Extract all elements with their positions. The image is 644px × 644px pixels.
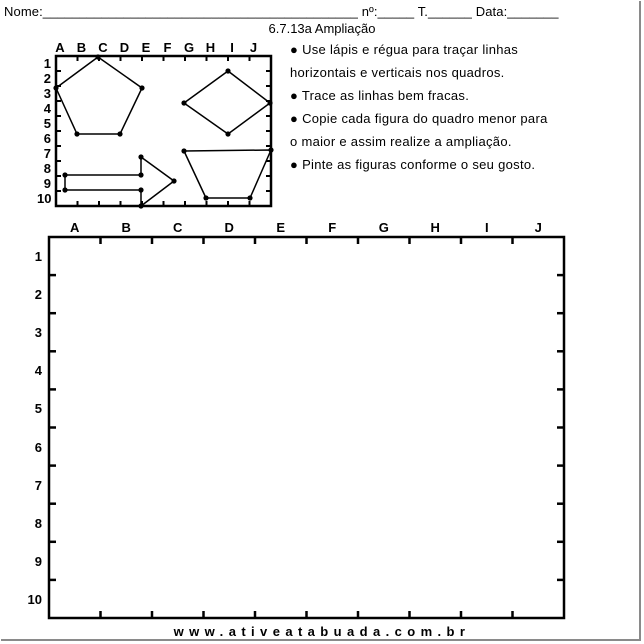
small-grid-col-label: A bbox=[55, 40, 65, 55]
vertex-dot bbox=[181, 100, 186, 105]
vertex-dot bbox=[225, 131, 230, 136]
vertex-dot bbox=[138, 187, 143, 192]
small-grid-row-label: 10 bbox=[37, 191, 52, 206]
small-grid-row-label: 3 bbox=[43, 86, 51, 101]
big-grid-row-label: 7 bbox=[34, 477, 42, 493]
vertex-dot bbox=[138, 172, 143, 177]
student-info-line[interactable]: Nome:___________________________________________ nº:_____ T.______ Data:_______ bbox=[4, 4, 559, 19]
vertex-dot bbox=[268, 147, 273, 152]
big-grid-ticks bbox=[49, 237, 564, 618]
big-grid bbox=[49, 237, 564, 618]
figures bbox=[56, 57, 271, 206]
instruction-line: ● Use lápis e régua para traçar linhas bbox=[290, 42, 519, 57]
vertex-dot bbox=[74, 131, 79, 136]
big-grid-col-label: J bbox=[534, 220, 542, 235]
big-grid-col-label: A bbox=[70, 220, 80, 235]
pentagon-figure[interactable] bbox=[56, 57, 142, 134]
vertex-dot bbox=[138, 154, 143, 159]
diamond-figure[interactable] bbox=[184, 71, 270, 134]
big-grid-col-label: H bbox=[430, 220, 440, 235]
figure-vertices bbox=[53, 54, 273, 208]
big-grid-row-label: 9 bbox=[34, 553, 42, 569]
small-grid-row-label: 2 bbox=[43, 71, 51, 86]
big-grid-row-label: 3 bbox=[34, 325, 42, 341]
vertex-dot bbox=[117, 131, 122, 136]
small-grid-col-label: F bbox=[163, 40, 172, 55]
small-grid-row-label: 4 bbox=[43, 101, 51, 116]
instruction-line: ● Copie cada figura do quadro menor para bbox=[290, 111, 548, 126]
small-grid-row-label: 7 bbox=[43, 146, 51, 161]
small-grid-row-label: 9 bbox=[43, 176, 51, 191]
big-grid-border[interactable] bbox=[49, 237, 564, 618]
big-grid-row-label: 4 bbox=[34, 363, 42, 379]
big-grid-row-label: 1 bbox=[34, 249, 42, 264]
small-grid-row-label: 8 bbox=[43, 161, 51, 176]
instruction-line: o maior e assim realize a ampliação. bbox=[290, 134, 512, 149]
instruction-line: ● Pinte as figuras conforme o seu gosto. bbox=[290, 157, 536, 172]
big-grid-col-label: B bbox=[121, 220, 131, 235]
small-grid-col-label: D bbox=[119, 40, 130, 55]
small-grid-col-label: E bbox=[141, 40, 151, 55]
vertex-dot bbox=[138, 203, 143, 208]
big-grid-col-label: G bbox=[378, 220, 389, 235]
vertex-dot bbox=[181, 148, 186, 153]
vertex-dot bbox=[62, 187, 67, 192]
instruction-line: ● Trace as linhas bem fracas. bbox=[290, 88, 470, 103]
big-grid-col-label: D bbox=[224, 220, 234, 235]
big-grid-col-label: C bbox=[173, 220, 183, 235]
small-grid-row-label: 5 bbox=[43, 116, 51, 131]
big-grid-col-label: F bbox=[328, 220, 337, 235]
big-grid-col-label: E bbox=[276, 220, 286, 235]
small-grid-col-label: C bbox=[98, 40, 108, 55]
trapezoid-figure[interactable] bbox=[184, 150, 271, 198]
vertex-dot bbox=[267, 100, 272, 105]
small-grid-row-label: 6 bbox=[43, 131, 51, 146]
big-grid-col-label: I bbox=[484, 220, 489, 235]
big-grid-row-label: 8 bbox=[34, 515, 42, 531]
small-grid-col-label: G bbox=[183, 40, 195, 55]
instruction-line: horizontais e verticais nos quadros. bbox=[290, 65, 505, 80]
small-grid-col-label: J bbox=[249, 40, 258, 55]
vertex-dot bbox=[62, 172, 67, 177]
small-grid-row-label: 1 bbox=[43, 56, 51, 71]
big-grid-row-label: 2 bbox=[34, 287, 42, 303]
vertex-dot bbox=[225, 68, 230, 73]
small-grid-col-label: I bbox=[230, 40, 234, 55]
site-footer: www.ativeatabuada.com.br bbox=[173, 624, 471, 639]
vertex-dot bbox=[203, 195, 208, 200]
vertex-dot bbox=[139, 85, 144, 90]
worksheet-title: 6.7.13a Ampliação bbox=[268, 21, 376, 36]
small-grid-col-label: B bbox=[76, 40, 87, 55]
big-grid-row-label: 10 bbox=[27, 591, 42, 607]
small-grid-col-label: H bbox=[205, 40, 216, 55]
vertex-dot bbox=[53, 85, 58, 90]
vertex-dot bbox=[171, 178, 176, 183]
vertex-dot bbox=[95, 54, 100, 59]
arrow-figure[interactable] bbox=[65, 157, 174, 206]
big-grid-row-label: 6 bbox=[34, 439, 42, 455]
vertex-dot bbox=[247, 195, 252, 200]
big-grid-row-label: 5 bbox=[34, 401, 42, 417]
